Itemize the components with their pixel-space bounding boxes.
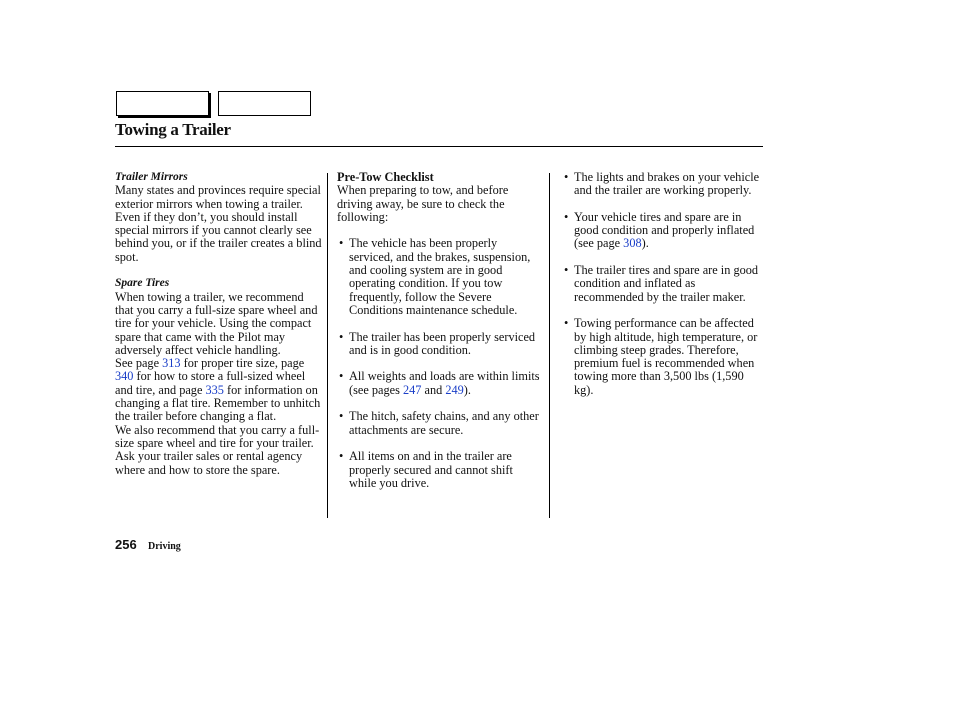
- pre-tow-checklist-heading: Pre-Tow Checklist: [337, 170, 434, 184]
- column-divider: [549, 173, 550, 518]
- checklist-item: • The trailer has been properly serviced and is in good condition.: [337, 331, 541, 358]
- page-link-308[interactable]: 308: [623, 236, 642, 251]
- spare-tires-text-2: We also recommend that you carry a full-size spare wheel and tire for your trailer. Ask your trailer sales or rental agency where and how to store the spare.: [115, 422, 320, 477]
- checklist-item: [337, 370, 541, 397]
- trailer-mirrors-text: Many states and provinces require special exterior mirrors when towing a trailer. Even if they don’t, you should install special mirrors if you cannot clearly see behind you, or if the trailer creates a blind spot.: [115, 183, 322, 264]
- spare-tires-text: When towing a trailer, we recommend that you carry a full-size spare wheel and tire for your vehicle. Using the compact spare that came with the Pilot may adversely affect vehicle handling.: [115, 289, 318, 357]
- ref-text: for information on changing a flat tire. Remember to unhitch the trailer before changing a flat.: [115, 382, 321, 424]
- column-right: [562, 171, 762, 410]
- ref-text: for how to store a full-sized wheel and tire, and page: [115, 369, 306, 397]
- page-link-247[interactable]: 247: [402, 382, 422, 397]
- checklist-item: • The lights and brakes on your vehicle and the trailer are working properly.: [562, 171, 762, 198]
- checklist-item: • Towing performance can be affected by high altitude, high temperature, or climbing steep grades. Therefore, premium fuel is recommended when towing more than 3,500 lbs (1,590 kg).: [562, 317, 762, 397]
- checklist-item: • The vehicle has been properly serviced, and the brakes, suspension, and cooling system are in good operating condition. If you tow frequently, follow the Severe Conditions maintenance schedule.: [337, 237, 541, 317]
- page-link-340[interactable]: 340: [115, 369, 134, 384]
- page-link-335[interactable]: 335: [205, 382, 224, 397]
- checklist-text: and: [424, 382, 443, 397]
- ref-text: for proper tire size, page: [183, 356, 305, 371]
- checklist-text: Your vehicle tires and spare are in good condition and properly inflated (see page: [574, 209, 755, 251]
- checklist-text: ).: [641, 236, 649, 251]
- page-number: 256: [115, 537, 137, 552]
- checklist-item: • The hitch, safety chains, and any other attachments are secure.: [337, 410, 541, 437]
- page-link-249[interactable]: 249: [445, 382, 464, 397]
- checklist-item: • All items on and in the trailer are properly secured and cannot shift while you drive.: [337, 450, 541, 490]
- page-link-313[interactable]: 313: [162, 356, 181, 371]
- spare-tires-heading: Spare Tires: [115, 277, 170, 290]
- section-label: Driving: [148, 541, 181, 552]
- title-divider: [115, 146, 763, 147]
- column-left: [115, 171, 323, 477]
- nav-button-next[interactable]: [218, 91, 311, 116]
- checklist-text: ).: [463, 382, 471, 397]
- column-divider: [327, 173, 328, 518]
- checklist-intro: When preparing to tow, and before driving away, be sure to check the following:: [337, 183, 509, 224]
- spare-tires-references: [115, 357, 323, 423]
- checklist-text: All weights and loads are within limits (see pages: [349, 369, 540, 397]
- column-middle: [337, 171, 541, 503]
- trailer-mirrors-heading: Trailer Mirrors: [115, 171, 188, 183]
- checklist-item: [562, 211, 762, 251]
- checklist-item: • The trailer tires and spare are in good condition and inflated as recommended by the trailer maker.: [562, 264, 762, 304]
- ref-text: See page: [115, 356, 160, 371]
- page-title: Towing a Trailer: [115, 120, 231, 139]
- nav-button-previous[interactable]: [116, 91, 209, 116]
